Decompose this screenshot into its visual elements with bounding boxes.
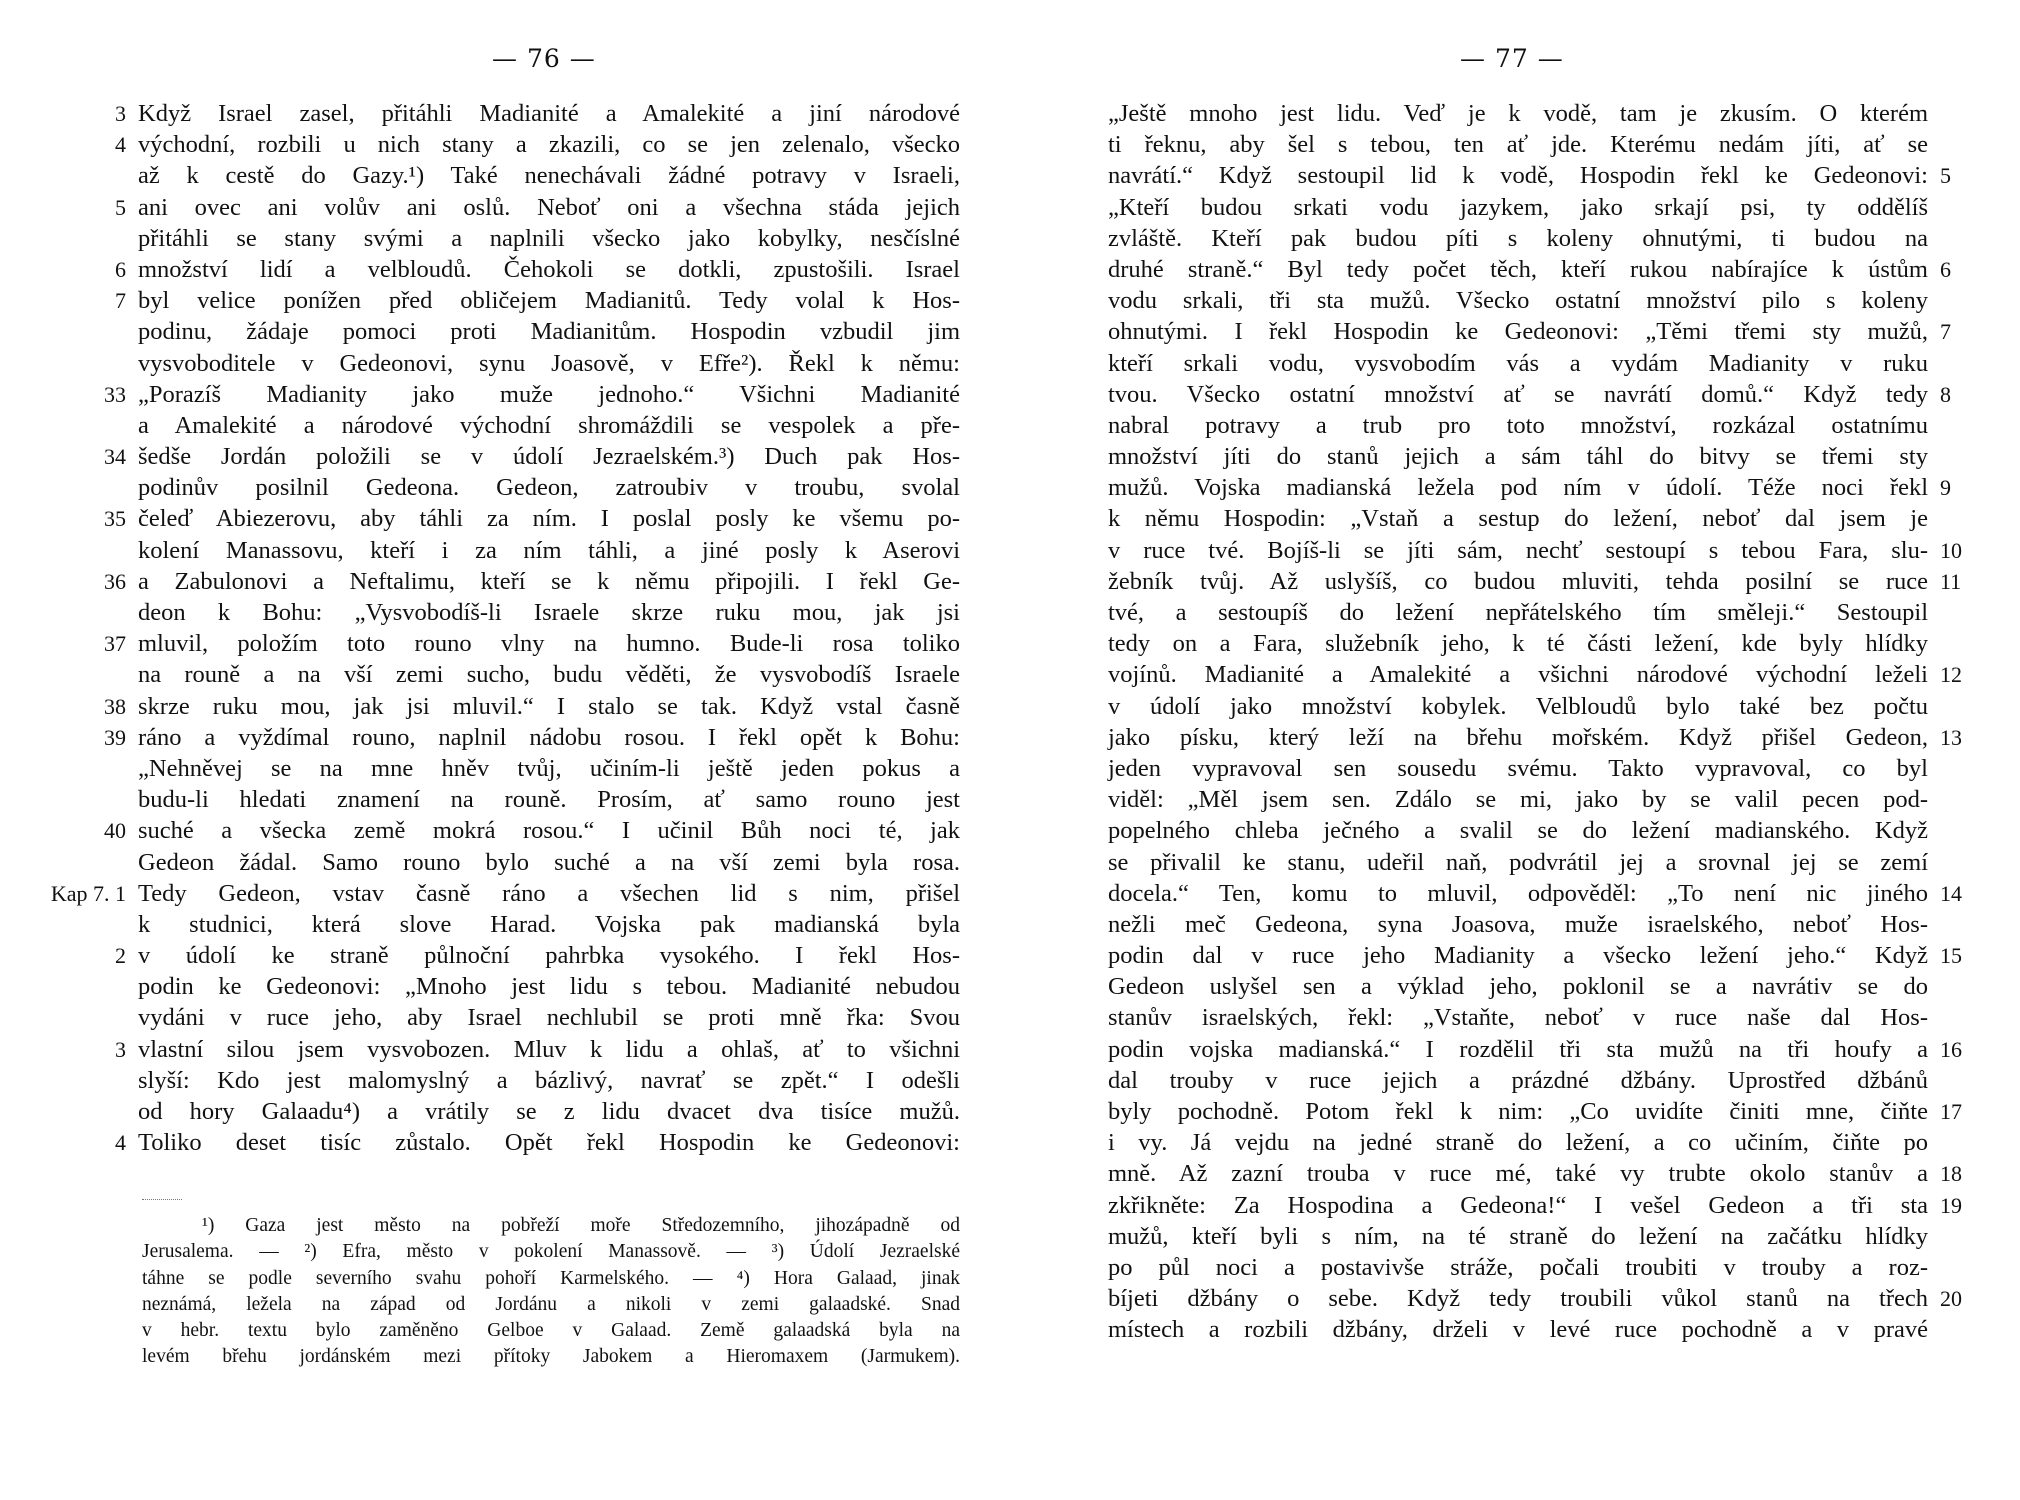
text-line [1010,628,2020,659]
text-line [0,503,1010,534]
line-text: podinu, žádaje pomoci proti Madianitům. Hospodin vzbudil jim [138,318,960,346]
line-text: i vy. Já vejdu na jedné straně do ležení, a co učiním, čiňte po [1108,1129,1928,1157]
text-line [0,1002,1010,1033]
text-line [1010,909,2020,940]
text-line [0,254,1010,285]
verse-number: 11 [1940,568,1962,594]
text-line [0,98,1010,129]
verse-number: 2 [115,943,126,969]
line-text: skrze ruku mou, jak jsi mluvil.“ I stalo se tak. Když vstal časně [138,692,960,720]
text-line [1010,535,2020,566]
text-line [1010,1127,2020,1158]
text-line [1010,1190,2020,1221]
line-text: jako písku, který leží na břehu mořském. Když přišel Gedeon, [1108,723,1928,751]
text-line [1010,285,2020,316]
text-line [1010,722,2020,753]
text-line [1010,410,2020,441]
line-text: byl velice ponížen před obličejem Madianitů. Tedy volal k Hos- [138,287,960,315]
line-text: vodu srkali, tři sta mužů. Všecko ostatní množství pilo s koleny [1108,287,1928,315]
text-line [0,535,1010,566]
line-text: od hory Galaadu⁴) a vrátily se z lidu dvacet dva tisíce mužů. [138,1098,960,1125]
line-text: slyší: Kdo jest malomyslný a bázlivý, navrať se zpět.“ I odešli [138,1066,960,1094]
line-text: až k cestě do Gazy.¹) Také nenechávali žádné potravy v Israeli, [138,162,960,190]
line-text: „Nehněvej se na mne hněv tvůj, učiním-li ještě jeden pokus a [138,754,960,782]
line-text: na rouně a na vší zemi sucho, budu věděti, že vysvobodíš Israele [138,661,960,689]
text-line [0,878,1010,909]
verse-number: 9 [1940,475,1951,501]
text-line [0,753,1010,784]
line-text: Gedeon uslyšel sen a výklad jeho, poklonil se a navrátiv se do [1108,973,1928,1001]
footnote-line: Jerusalema. — ²) Efra, město v pokolení Manassově. — ³) Údolí Jezraelské [142,1241,960,1263]
line-text: žebník tvůj. Až uslyšíš, co budou mluviti, tehda posilní se ruce [1108,567,1928,595]
verse-number: 8 [1940,381,1951,407]
line-text: po půl noci a postavivše stráže, počali troubiti v trouby a roz- [1108,1253,1928,1281]
line-text: dal trouby v ruce jejich a prázdné džbány. Uprostřed džbánů [1108,1066,1928,1094]
line-text: mužů, kteří byli s ním, na té straně do ležení na začátku hlídky [1108,1222,1928,1250]
verse-number: 38 [104,693,126,719]
verse-number: 19 [1940,1192,1962,1218]
line-text: budu-li hledati znamení na rouně. Prosím, ať samo rouno jest [138,786,960,814]
verse-number: 4 [115,1130,126,1156]
line-text: tvé, a sestoupíš do ležení nepřátelského tím směleji.“ Sestoupil [1108,599,1928,626]
verse-number: 33 [104,381,126,407]
text-line [0,971,1010,1002]
line-text: podin vojska madianská.“ I rozdělil tři sta mužů na tři houfy a [1108,1035,1928,1063]
text-line [1010,659,2020,690]
verse-number: 39 [104,724,126,750]
text-line [1010,129,2020,160]
line-text: Když Israel zasel, přitáhli Madianité a Amalekité a jiní národové [138,100,960,127]
footnote-line: v hebr. textu bylo zaměněno Gelboe v Galaad. Země galaadská byla na [142,1320,960,1342]
line-text: stanův israelských, řekl: „Vstaňte, neboť v ruce naše dal Hos- [1108,1004,1928,1032]
text-line [0,628,1010,659]
text-line [1010,254,2020,285]
text-line [0,192,1010,223]
footnote-line: levém břehu jordánském mezi přítoky Jabokem a Hieromaxem (Jarmukem). [142,1346,960,1368]
line-text: „Ještě mnoho jest lidu. Veď je k vodě, tam je zkusím. O kterém [1108,100,1928,127]
line-text: se přivalil ke stanu, udeřil naň, podvrátil jej a srovnal jej se zemí [1108,848,1928,876]
line-text: přitáhli se stany svými a naplnili všecko jako kobylky, nesčíslné [138,224,960,252]
verse-number: 12 [1940,662,1962,688]
verse-number: 18 [1940,1161,1962,1187]
page-number: — 77 — [1460,44,1564,73]
line-text: druhé straně.“ Byl tedy počet těch, kteří rukou nabírajíce k ústům [1108,255,1928,283]
text-line [1010,597,2020,628]
text-line [0,659,1010,690]
verse-number: 3 [115,101,126,126]
text-line [0,566,1010,597]
verse-number: 16 [1940,1036,1962,1062]
line-text: zkřikněte: Za Hospodina a Gedeona!“ I vešel Gedeon a tři sta [1108,1191,1928,1219]
text-line [0,348,1010,379]
line-text: navrátí.“ Když sestoupil lid k vodě, Hospodin řekl ke Gedeonovi: [1108,162,1928,190]
line-text: „Kteří budou srkati vodu jazykem, jako srkají psi, ty oddělíš [1108,193,1928,221]
verse-number: 3 [115,1036,126,1062]
verse-number: 6 [1940,256,1951,282]
line-text: k němu Hospodin: „Vstaň a sestup do ležení, neboť dal jsem je [1108,505,1928,533]
line-text: „Porazíš Madianity jako muže jednoho.“ Všichni Madianité [138,380,960,408]
text-line [1010,691,2020,722]
text-line [0,722,1010,753]
verse-number: 7 [1940,319,1951,345]
line-text: byly pochodně. Potom řekl k nim: „Co uvidíte činiti mne, čiňte [1108,1098,1928,1125]
text-line [1010,940,2020,971]
verse-number: 14 [1940,880,1962,906]
text-line [1010,316,2020,347]
text-line [0,940,1010,971]
footnote-line: ¹) Gaza jest město na pobřeží moře Středozemního, jihozápadně od [202,1215,960,1236]
verse-number: 36 [104,568,126,594]
text-line [0,815,1010,846]
text-line [1010,472,2020,503]
footnote-rule [142,1199,182,1200]
text-line [1010,1065,2020,1096]
line-text: šedše Jordán položili se v údolí Jezraelském.³) Duch pak Hos- [138,443,960,471]
text-line [1010,223,2020,254]
line-text: podin dal v ruce jeho Madianity a všecko ležení jeho.“ Když [1108,942,1928,970]
line-text: množství lidí a velbloudů. Čehokoli se dotkli, zpustošili. Israel [138,255,960,283]
line-text: suché a všecka země mokrá rosou.“ I učinil Bůh noci té, jak [138,817,960,845]
verse-number: 20 [1940,1286,1962,1312]
text-line [0,691,1010,722]
right-text-block [1010,98,2020,1346]
text-line [0,1127,1010,1158]
footnote-line: neznámá, ležela na západ od Jordánu a nikoli v zemi galaadské. Snad [142,1293,960,1315]
line-text: kolení Manassovu, kteří i za ním táhli, a jiné posly k Aserovi [138,536,960,564]
verse-number: 34 [104,444,126,470]
text-line [1010,784,2020,815]
verse-number: 13 [1940,724,1962,750]
text-line [1010,379,2020,410]
text-line [0,410,1010,441]
line-text: Tedy Gedeon, vstav časně ráno a všechen lid s nim, přišel [138,879,960,907]
line-text: docela.“ Ten, komu to mluvil, odpověděl: „To není nic jiného [1108,879,1928,907]
line-text: popelného chleba ječného a svalil se do ležení madianského. Když [1108,817,1928,845]
line-text: jeden vypravoval sen sousedu svému. Takto vypravoval, co byl [1108,754,1928,782]
footnotes [142,1213,960,1371]
line-text: vojínů. Madianité a Amalekité a všichni národové východní leželi [1108,661,1928,689]
text-line [1010,160,2020,191]
text-line [0,285,1010,316]
line-text: mluvil, položím toto rouno vlny na humno. Bude-li rosa toliko [138,630,960,658]
text-line [0,441,1010,472]
page-number: — 76 — [492,44,596,73]
verse-number: Kap 7. 1 [50,880,126,906]
text-line [0,784,1010,815]
text-line [1010,566,2020,597]
text-line [1010,753,2020,784]
text-line [1010,1096,2020,1127]
text-line [1010,847,2020,878]
text-line [0,472,1010,503]
line-text: podin ke Gedeonovi: „Mnoho jest lidu s tebou. Madianité nebudou [138,973,960,1001]
line-text: kteří srkali vodu, vysvobodím vás a vydám Madianity v ruku [1108,349,1928,377]
text-line [0,1034,1010,1065]
line-text: v ruce tvé. Bojíš-li se jíti sám, nechť sestoupí s tebou Fara, slu- [1108,536,1928,564]
verse-number: 5 [1940,163,1951,189]
text-line [1010,878,2020,909]
text-line [0,160,1010,191]
text-line [1010,441,2020,472]
text-line [0,597,1010,628]
line-text: deon k Bohu: „Vysvobodíš-li Israele skrze ruku mou, jak jsi [138,599,960,626]
line-text: ohnutými. I řekl Hospodin ke Gedeonovi: „Těmi třemi sty mužů, [1108,318,1928,346]
line-text: k studnici, která slove Harad. Vojska pak madianská byla [138,910,960,938]
line-text: vydáni v ruce jeho, aby Israel nechlubil se proti mně řka: Svou [138,1004,960,1032]
verse-number: 10 [1940,537,1962,563]
text-line [0,223,1010,254]
line-text: nabral potravy a trub pro toto množství, rozkázal ostatnímu [1108,411,1928,439]
line-text: ti řeknu, aby šel s tebou, ten ať jde. Kterému nedám jíti, ať se [1108,131,1928,159]
text-line [1010,1034,2020,1065]
line-text: ani ovec ani volův ani oslů. Neboť oni a všechna stáda jejich [138,193,960,221]
text-line [1010,1221,2020,1252]
text-line [0,379,1010,410]
line-text: místech a rozbili džbány, drželi v levé ruce pochodně a v pravé [1108,1316,1928,1344]
text-line [1010,971,2020,1002]
text-line [0,1065,1010,1096]
line-text: mně. Až zazní trouba v ruce mé, také vy trubte okolo stanův a [1108,1160,1928,1188]
text-line [1010,1252,2020,1283]
verse-number: 7 [115,288,126,314]
verse-number: 35 [104,506,126,532]
text-line [1010,348,2020,379]
text-line [1010,1283,2020,1314]
line-text: v údolí jako množství kobylek. Velbloudů bylo také bez počtu [1108,692,1928,720]
line-text: a Zabulonovi a Neftalimu, kteří se k němu připojili. I řekl Ge- [138,567,960,595]
line-text: východní, rozbili u nich stany a zkazili, co se jen zelenalo, všecko [138,131,960,159]
line-text: tvou. Všecko ostatní množství ať se navrátí domů.“ Když tedy [1108,380,1928,408]
line-text: čeleď Abiezerovu, aby táhli za ním. I poslal posly ke všemu po- [138,505,960,533]
line-text: viděl: „Měl jsem sen. Zdálo se mi, jako by se valil pecen pod- [1108,786,1928,814]
text-line [1010,815,2020,846]
text-line [1010,1002,2020,1033]
text-line [0,909,1010,940]
verse-number: 6 [115,256,126,282]
text-line [1010,1314,2020,1345]
verse-number: 40 [104,818,126,844]
line-text: v údolí ke straně půlnoční pahrbka vysokého. I řekl Hos- [138,942,960,970]
text-line [0,129,1010,160]
text-line [1010,1158,2020,1189]
verse-number: 37 [104,631,126,657]
line-text: tedy on a Fara, služebník jeho, k té části ležení, kde byly hlídky [1108,630,1928,658]
verse-number: 4 [115,132,126,158]
line-text: ráno a vyždímal rouno, naplnil nádobu rosou. I řekl opět k Bohu: [138,723,960,751]
line-text: zvláště. Kteří pak budou píti s koleny ohnutými, ti budou na [1108,224,1928,252]
right-page [1010,0,2020,1500]
line-text: vlastní silou jsem vysvobozen. Mluv k lidu a ohlaš, ať to všichni [138,1035,960,1063]
verse-number: 17 [1940,1099,1962,1124]
line-text: bíjeti džbány o sebe. Když tedy troubili vůkol stanů na třech [1108,1285,1928,1313]
line-text: množství jíti do stanů jejich a sám táhl do bitvy se třemi sty [1108,443,1928,471]
line-text: Toliko deset tisíc zůstalo. Opět řekl Hospodin ke Gedeonovi: [138,1129,960,1157]
text-line [0,847,1010,878]
line-text: podinův posilnil Gedeona. Gedeon, zatroubiv v troubu, svolal [138,474,960,502]
footnote-line: táhne se podle severního svahu pohoří Karmelského. — ⁴) Hora Galaad, jinak [142,1267,960,1289]
text-line [0,1096,1010,1127]
text-line [1010,503,2020,534]
left-text-block [0,98,1010,1158]
text-line [0,316,1010,347]
text-line [1010,98,2020,129]
line-text: mužů. Vojska madianská ležela pod ním v údolí. Téže noci řekl [1108,474,1928,502]
line-text: Gedeon žádal. Samo rouno bylo suché a na vší zemi byla rosa. [138,848,960,876]
line-text: a Amalekité a národové východní shromáždili se vespolek a pře- [138,411,960,439]
line-text: nežli meč Gedeona, syna Joasova, muže israelského, neboť Hos- [1108,910,1928,938]
line-text: vysvoboditele v Gedeonovi, synu Joasově, v Efře²). Řekl k němu: [138,349,960,377]
verse-number: 5 [115,194,126,220]
verse-number: 15 [1940,943,1962,969]
text-line [1010,192,2020,223]
